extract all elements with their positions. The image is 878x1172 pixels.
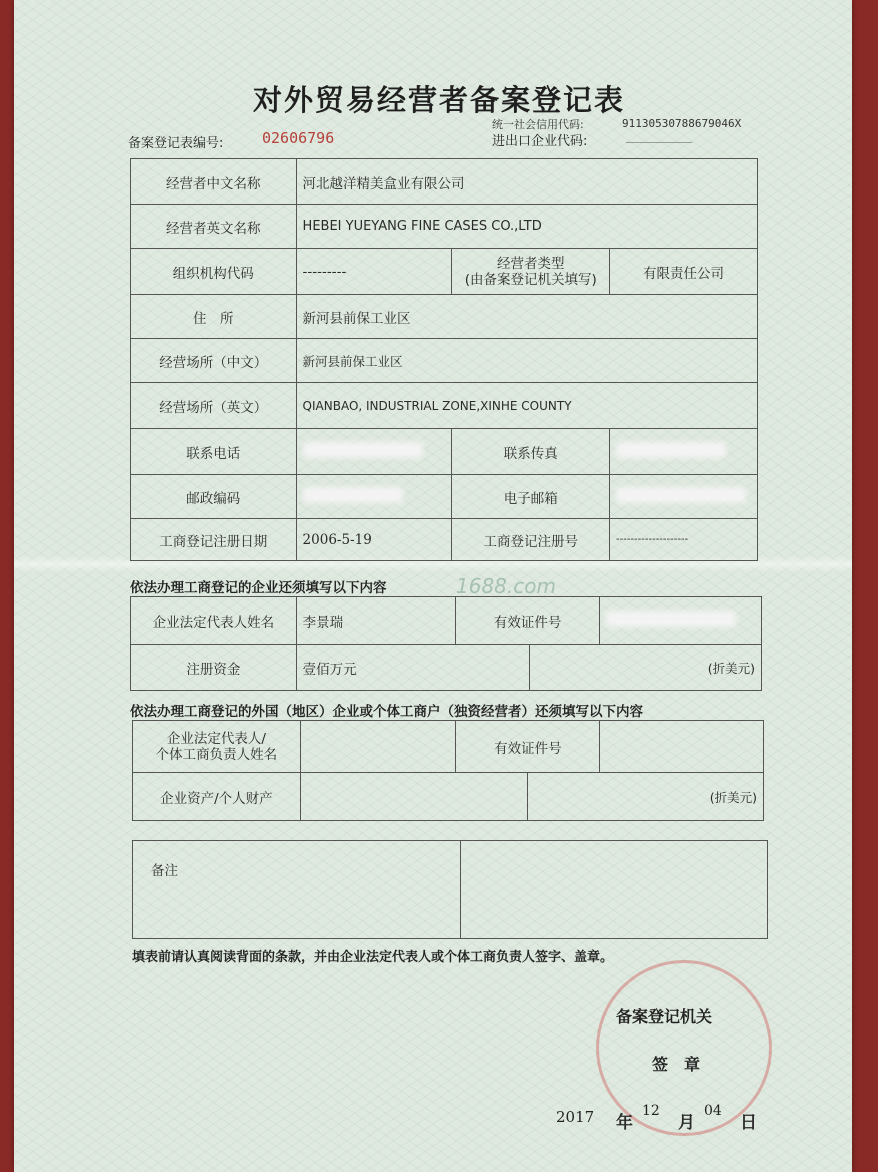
redaction-blur (616, 487, 746, 503)
id-no-label: 有效证件号 (456, 597, 600, 645)
credit-code: 91130530788679046X (622, 117, 742, 130)
foreign-rep-label-1: 企业法定代表人/ (166, 730, 266, 747)
record-no-label: 备案登记表编号: (128, 136, 224, 151)
date-month-char: 月 (678, 1113, 695, 1133)
redaction-blur (606, 611, 736, 627)
redaction-blur (616, 442, 726, 458)
remarks-value (460, 841, 768, 939)
en-name-value: HEBEI YUEYANG FINE CASES CO.,LTD (296, 205, 757, 249)
phone-label: 联系电话 (131, 429, 297, 475)
site-cn-value: 新河县前保工业区 (296, 339, 757, 383)
remarks-label: 备注 (133, 841, 461, 939)
postcode-value-redacted (296, 475, 452, 519)
date-year-char: 年 (616, 1113, 633, 1133)
section3-table (132, 720, 764, 821)
main-info-table (130, 158, 758, 561)
foreign-rep-label-2: 个体工商负责人姓名 (155, 746, 278, 763)
watermark: 1688.com (456, 574, 556, 598)
date-day-char: 日 (740, 1113, 757, 1133)
capital-value: 壹佰万元 (296, 645, 530, 691)
phone-value-redacted (296, 429, 452, 475)
org-code-value: --------- (296, 249, 452, 295)
capital-usd-note: (折美元) (530, 645, 762, 691)
fax-value-redacted (610, 429, 758, 475)
section2-heading: 依法办理工商登记的企业还须填写以下内容 (130, 580, 387, 596)
section3-heading: 依法办理工商登记的外国（地区）企业或个体工商户（独资经营者）还须填写以下内容 (130, 704, 643, 720)
id-no-value-redacted (600, 597, 762, 645)
ie-code: __________ (626, 130, 693, 143)
reg-no-value: -------------------- (610, 519, 758, 561)
operator-type-value: 有限责任公司 (610, 249, 758, 295)
document-title: 对外贸易经营者备案登记表 (252, 83, 625, 117)
capital-label: 注册资金 (131, 645, 297, 691)
redaction-blur (303, 442, 423, 458)
foreign-rep-value (300, 721, 456, 773)
redaction-blur (303, 487, 403, 503)
operator-type-label-2: (由备案登记机关填写) (464, 271, 597, 288)
authority-label: 备案登记机关 (616, 1007, 713, 1026)
address-label: 住 所 (131, 295, 297, 339)
seal-label: 签 章 (652, 1055, 701, 1074)
reg-date-label: 工商登记注册日期 (131, 519, 297, 561)
credit-code-label: 统一社会信用代码: (492, 118, 584, 131)
foreign-rep-label (133, 721, 301, 773)
legal-rep-value: 李景瑞 (296, 597, 456, 645)
section2-table (130, 596, 762, 691)
org-code-label: 组织机构代码 (131, 249, 297, 295)
site-cn-label: 经营场所（中文） (131, 339, 297, 383)
cn-name-value: 河北越洋精美盒业有限公司 (296, 159, 757, 205)
assets-value (300, 773, 528, 821)
remarks-table (132, 840, 768, 939)
date-month: 12 (642, 1103, 660, 1119)
operator-type-label-1: 经营者类型 (496, 255, 565, 272)
cn-name-label: 经营者中文名称 (131, 159, 297, 205)
site-en-value: QIANBAO, INDUSTRIAL ZONE,XINHE COUNTY (296, 383, 757, 429)
email-value-redacted (610, 475, 758, 519)
operator-type-label (452, 249, 610, 295)
fax-label: 联系传真 (452, 429, 610, 475)
ie-code-label: 进出口企业代码: (492, 134, 588, 149)
date-year: 2017 (556, 1108, 595, 1126)
assets-label: 企业资产/个人财产 (133, 773, 301, 821)
date-day: 04 (704, 1103, 722, 1119)
footer-note: 填表前请认真阅读背面的条款，并由企业法定代表人或个体工商负责人签字、盖章。 (132, 950, 614, 965)
legal-rep-label: 企业法定代表人姓名 (131, 597, 297, 645)
foreign-id-value (600, 721, 764, 773)
foreign-id-label: 有效证件号 (456, 721, 600, 773)
reg-no-label: 工商登记注册号 (452, 519, 610, 561)
reg-date-value: 2006-5-19 (296, 519, 452, 561)
site-en-label: 经营场所（英文） (131, 383, 297, 429)
en-name-label: 经营者英文名称 (131, 205, 297, 249)
assets-usd-note: (折美元) (528, 773, 764, 821)
email-label: 电子邮箱 (452, 475, 610, 519)
record-no: 02606796 (262, 129, 335, 147)
postcode-label: 邮政编码 (131, 475, 297, 519)
address-value: 新河县前保工业区 (296, 295, 757, 339)
